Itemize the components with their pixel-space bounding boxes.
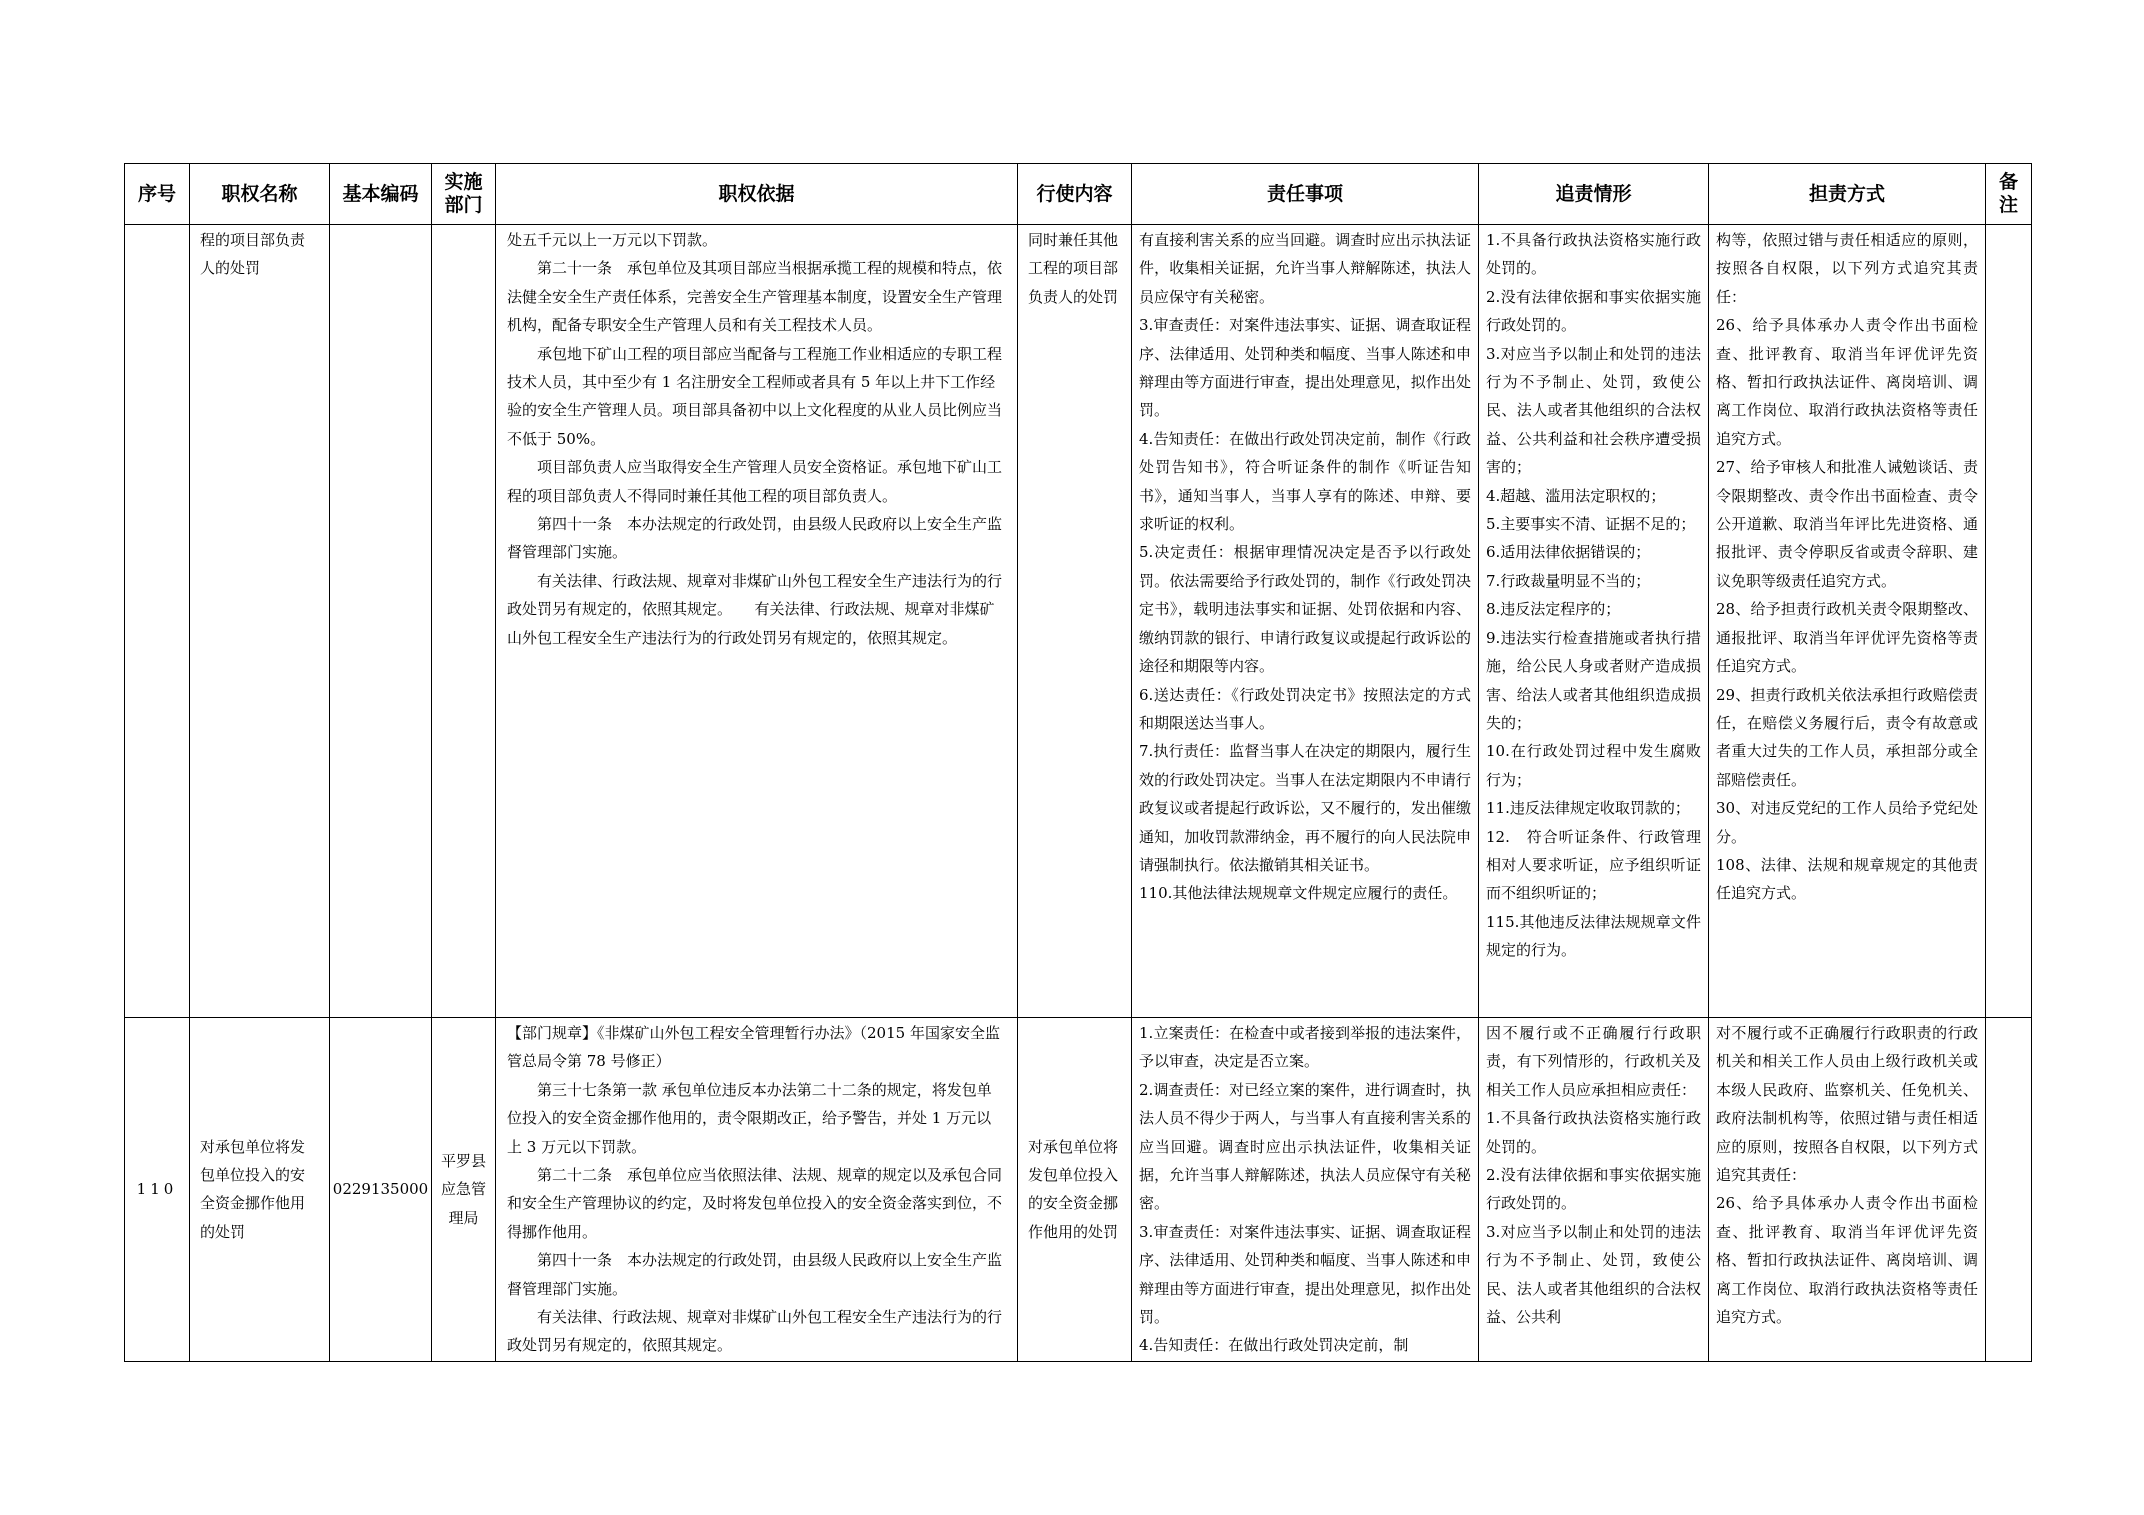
mode-paragraph: 30、对违反党纪的工作人员给予党纪处分。 xyxy=(1716,799,1978,846)
cell-seq: 110 xyxy=(125,1018,190,1362)
basis-paragraph: 【部门规章】《非煤矿山外包工程安全管理暂行办法》（2015 年国家安全监管总局令第 78 号修正） xyxy=(507,1024,1000,1071)
mode-paragraph: 对不履行或不正确履行行政职责的行政机关和相关工作人员由上级行政机关或本级人民政府、监察机关、任免机关、政府法制机构等，依照过错与责任相适应的原则，按照各自权限，以下列方式追究其责任： xyxy=(1716,1024,1978,1185)
header-note: 备注 xyxy=(1986,164,2032,225)
cell-liability-mode xyxy=(1709,225,1986,1018)
header-code: 基本编码 xyxy=(330,164,432,225)
basis-paragraph: 有关法律、行政法规、规章对非煤矿山外包工程安全生产违法行为的行政处罚另有规定的，依照其规定。 有关法律、行政法规、规章对非煤矿山外包工程安全生产违法行为的行政处罚另有规定的，依照其规定。 xyxy=(507,571,1003,647)
cell-basic-code xyxy=(330,225,432,1018)
header-name: 职权名称 xyxy=(190,164,330,225)
cell-legal-basis xyxy=(496,225,1018,1018)
mode-paragraph: 27、给予审核人和批准人诫勉谈话、责令限期整改、责令作出书面检查、责令公开道歉、取消当年评比先进资格、通报批评、责令停职反省或责令辞职、建议免职等级责任追究方式。 xyxy=(1716,458,1978,590)
duty-paragraph: 4.告知责任：在做出行政处罚决定前，制 xyxy=(1139,1336,1409,1355)
header-row xyxy=(125,164,2032,225)
account-paragraph: 1.不具备行政执法资格实施行政处罚的。 xyxy=(1486,231,1701,278)
account-paragraph: 3.对应当予以制止和处罚的违法行为不予制止、处罚，致使公民、法人或者其他组织的合法权益、公共利 xyxy=(1486,1222,1701,1327)
account-paragraph: 12. 符合听证条件、行政管理相对人要求听证，应予组织听证而不组织听证的； xyxy=(1486,827,1701,903)
account-paragraph: 7.行政裁量明显不当的； xyxy=(1486,571,1651,590)
duty-paragraph: 3.审查责任：对案件违法事实、证据、调查取证程序、法律适用、处罚种类和幅度、当事人陈述和申辩理由等方面进行审查，提出处理意见，拟作出处罚。 xyxy=(1139,316,1471,420)
cell-accountability xyxy=(1479,1018,1709,1362)
account-paragraph: 1.不具备行政执法资格实施行政处罚的。 xyxy=(1486,1109,1701,1156)
duty-paragraph: 1.立案责任：在检查中或者接到举报的违法案件，予以审查，决定是否立案。 xyxy=(1139,1024,1471,1071)
account-paragraph: 3.对应当予以制止和处罚的违法行为不予制止、处罚，致使公民、法人或者其他组织的合法权益、公共利益和社会秩序遭受损害的； xyxy=(1486,344,1701,477)
cell-exercise-content: 对承包单位将发包单位投入的安全资金挪作他用的处罚 xyxy=(1018,1018,1132,1362)
duty-paragraph: 6.送达责任：《行政处罚决定书》按照法定的方式和期限送达当事人。 xyxy=(1139,685,1471,732)
mode-paragraph: 28、给予担责行政机关责令限期整改、通报批评、取消当年评优评先资格等责任追究方式。 xyxy=(1716,600,1978,676)
basis-paragraph: 承包地下矿山工程的项目部应当配备与工程施工作业相适应的专职工程技术人员，其中至少有 1 名注册安全工程师或者具有 5 年以上井下工作经验的安全生产管理人员。项目部具备初中以上文化程度的从业人员比例应当不低于 50%。 xyxy=(507,344,1003,448)
header-basis: 职权依据 xyxy=(496,164,1018,225)
mode-paragraph: 26、给予具体承办人责令作出书面检查、批评教育、取消当年评优评先资格、暂扣行政执法证件、离岗培训、调离工作岗位、取消行政执法资格等责任追究方式。 xyxy=(1716,316,1978,448)
account-paragraph: 6.适用法律依据错误的； xyxy=(1486,543,1651,562)
header-duty: 责任事项 xyxy=(1132,164,1479,225)
duty-paragraph: 2.调查责任：对已经立案的案件，进行调查时，执法人员不得少于两人，与当事人有直接利害关系的应当回避。调查时应出示执法证件，收集相关证据，允许当事人辩解陈述，执法人员应保守有关秘密。 xyxy=(1139,1080,1471,1213)
basis-paragraph: 第三十七条第一款 承包单位违反本办法第二十二条的规定，将发包单位投入的安全资金挪作他用的，责令限期改正，给予警告，并处 1 万元以上 3 万元以下罚款。 xyxy=(507,1080,992,1156)
duty-paragraph: 3.审查责任：对案件违法事实、证据、调查取证程序、法律适用、处罚种类和幅度、当事人陈述和申辩理由等方面进行审查，提出处理意见，拟作出处罚。 xyxy=(1139,1222,1471,1327)
basis-paragraph: 第四十一条 本办法规定的行政处罚，由县级人民政府以上安全生产监督管理部门实施。 xyxy=(507,515,1003,562)
cell-power-name: 对承包单位将发包单位投入的安全资金挪作他用的处罚 xyxy=(190,1018,330,1362)
cell-seq xyxy=(125,225,190,1018)
duty-paragraph: 5.决定责任：根据审理情况决定是否予以行政处罚。依法需要给予行政处罚的，制作《行政处罚决定书》，载明违法事实和证据、处罚依据和内容、缴纳罚款的银行、申请行政复议或提起行政诉讼的途径和期限等内容。 xyxy=(1139,543,1471,676)
header-seq: 序号 xyxy=(125,164,190,225)
mode-paragraph: 29、担责行政机关依法承担行政赔偿责任，在赔偿义务履行后，责令有故意或者重大过失的工作人员，承担部分或全部赔偿责任。 xyxy=(1716,685,1978,789)
account-paragraph: 11.违反法律规定收取罚款的； xyxy=(1486,799,1690,818)
cell-exercise-content: 同时兼任其他工程的项目部负责人的处罚 xyxy=(1018,225,1132,1018)
account-paragraph: 5.主要事实不清、证据不足的； xyxy=(1486,515,1696,534)
account-paragraph: 因不履行或不正确履行行政职责，有下列情形的，行政机关及相关工作人员应承担相应责任： xyxy=(1486,1024,1701,1099)
basis-paragraph: 第二十一条 承包单位及其项目部应当根据承揽工程的规模和特点，依法健全安全生产责任体系，完善安全生产管理基本制度，设置安全生产管理机构，配备专职安全生产管理人员和有关工程技术人员。 xyxy=(507,259,1003,335)
basis-paragraph: 项目部负责人应当取得安全生产管理人员安全资格证。承包地下矿山工程的项目部负责人不得同时兼任其他工程的项目部负责人。 xyxy=(507,458,1003,505)
cell-note xyxy=(1986,1018,2032,1362)
header-dept: 实施部门 xyxy=(432,164,496,225)
cell-duty-items xyxy=(1132,225,1479,1018)
account-paragraph: 10.在行政处罚过程中发生腐败行为； xyxy=(1486,742,1701,789)
account-paragraph: 2.没有法律依据和事实依据实施行政处罚的。 xyxy=(1486,1166,1701,1213)
table-body xyxy=(125,225,2032,1362)
account-paragraph: 8.违反法定程序的； xyxy=(1486,600,1621,619)
cell-power-name: 程的项目部负责人的处罚 xyxy=(190,225,330,1018)
basis-paragraph: 处五千元以上一万元以下罚款。 xyxy=(507,231,718,249)
mode-paragraph: 构等，依照过错与责任相适应的原则，按照各自权限，以下列方式追究其责任： xyxy=(1716,231,1978,306)
basis-paragraph: 第二十二条 承包单位应当依照法律、法规、规章的规定以及承包合同和安全生产管理协议的约定，及时将发包单位投入的安全资金落实到位，不得挪作他用。 xyxy=(507,1166,1003,1241)
table-row xyxy=(125,225,2032,1018)
header-liability: 担责方式 xyxy=(1709,164,1986,225)
header-content: 行使内容 xyxy=(1018,164,1132,225)
mode-paragraph: 108、法律、法规和规章规定的其他责任追究方式。 xyxy=(1716,855,1978,903)
cell-department: 平罗县应急管理局 xyxy=(432,1018,496,1362)
cell-basic-code: 0229135000 xyxy=(330,1018,432,1362)
account-paragraph: 9.违法实行检查措施或者执行措施，给公民人身或者财产造成损害、给法人或者其他组织造成损失的； xyxy=(1486,628,1701,732)
cell-duty-items xyxy=(1132,1018,1479,1362)
duty-paragraph: 110.其他法律法规规章文件规定应履行的责任。 xyxy=(1139,884,1458,903)
cell-note xyxy=(1986,225,2032,1018)
basis-paragraph: 有关法律、行政法规、规章对非煤矿山外包工程安全生产违法行为的行政处罚另有规定的，依照其规定。 xyxy=(507,1308,1003,1355)
duty-paragraph: 有直接利害关系的应当回避。调查时应出示执法证件，收集相关证据，允许当事人辩解陈述，执法人员应保守有关秘密。 xyxy=(1139,231,1471,306)
cell-department xyxy=(432,225,496,1018)
cell-legal-basis xyxy=(496,1018,1018,1362)
cell-liability-mode xyxy=(1709,1018,1986,1362)
duty-paragraph: 4.告知责任：在做出行政处罚决定前，制作《行政处罚告知书》，符合听证条件的制作《听证告知书》，通知当事人，当事人享有的陈述、申辩、要求听证的权利。 xyxy=(1139,429,1471,534)
mode-paragraph: 26、给予具体承办人责令作出书面检查、批评教育、取消当年评优评先资格、暂扣行政执法证件、离岗培训、调离工作岗位、取消行政执法资格等责任追究方式。 xyxy=(1716,1194,1978,1327)
account-paragraph: 115.其他违反法律法规规章文件规定的行为。 xyxy=(1486,912,1701,960)
account-paragraph: 4.超越、滥用法定职权的； xyxy=(1486,486,1666,505)
basis-paragraph: 第四十一条 本办法规定的行政处罚，由县级人民政府以上安全生产监督管理部门实施。 xyxy=(507,1251,1003,1298)
duty-paragraph: 7.执行责任：监督当事人在决定的期限内，履行生效的行政处罚决定。当事人在法定期限内不申请行政复议或者提起行政诉讼，又不履行的，发出催缴通知，加收罚款滞纳金，再不履行的向人民法院申请强制执行。依法撤销其相关证书。 xyxy=(1139,742,1471,874)
table-row xyxy=(125,1018,2032,1362)
account-paragraph: 2.没有法律依据和事实依据实施行政处罚的。 xyxy=(1486,287,1701,335)
cell-accountability xyxy=(1479,225,1709,1018)
header-accountability: 追责情形 xyxy=(1479,164,1709,225)
responsibility-table xyxy=(124,163,2032,1362)
